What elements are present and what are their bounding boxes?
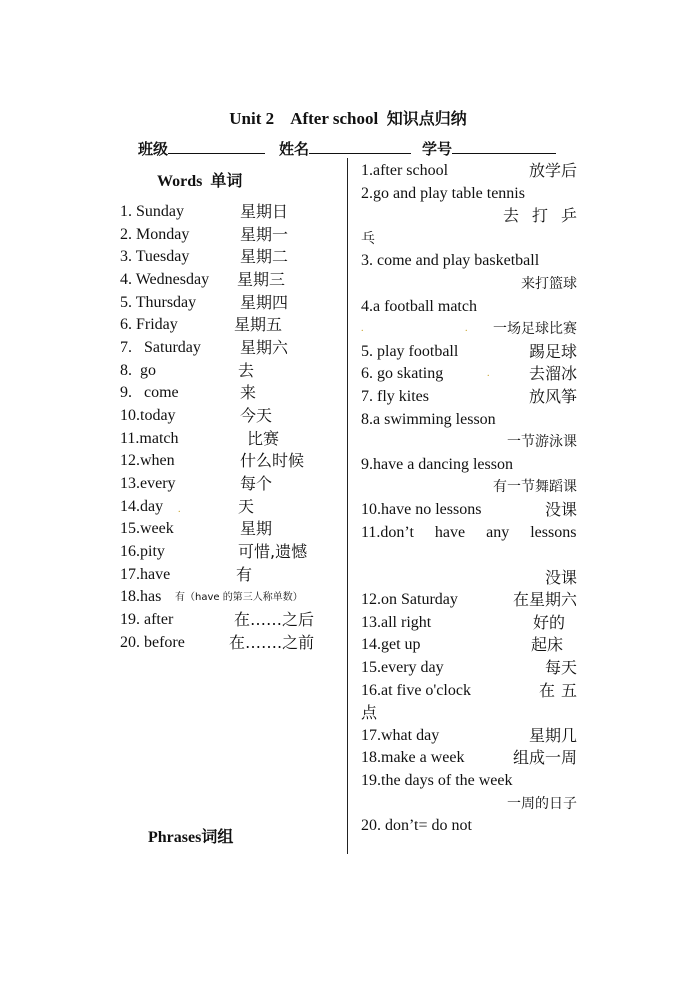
class-label: 班级 (138, 140, 169, 158)
phrase-item: 14.get up 起床 (361, 635, 563, 655)
phrase-item: 8.a swimming lesson (361, 410, 496, 428)
phrase-item: 3. come and play basketball (361, 252, 540, 270)
class-blank[interactable] (168, 139, 265, 154)
phrase-item-continued: 一周的日子 (507, 795, 577, 812)
phrase-item: 12.on Saturday 在星期六 (361, 590, 577, 610)
name-blank[interactable] (309, 139, 411, 154)
phrase-item: 9.have a dancing lesson (361, 455, 513, 473)
phrase-item: 2.go and play table tennis (361, 184, 525, 202)
class-field[interactable] (138, 138, 265, 159)
column-divider (347, 158, 348, 854)
phrase-item-continued: 没课 (544, 567, 577, 587)
student-id-field[interactable] (422, 138, 556, 159)
phrase-item: 7. fly kites 放风筝 (361, 386, 577, 406)
phrase-item: 5. play football 踢足球 (361, 341, 577, 361)
name-label: 姓名 (279, 140, 310, 158)
id-label: 学号 (422, 140, 453, 158)
phrase-item-continued: 点 (361, 703, 378, 723)
phrase-item: 18.make a week 组成一周 (361, 748, 577, 768)
phrases-list (361, 160, 590, 838)
name-field[interactable] (279, 138, 411, 159)
phrase-item-continued: 一节游泳课 (507, 434, 577, 451)
title-en: Unit 2 After school (229, 109, 379, 128)
phrase-item: 10.have no lessons 没课 (361, 499, 577, 519)
phrase-item: 16.at five o'clock 在五 (361, 680, 583, 700)
phrase-item-continued: 去打乒 (502, 206, 590, 226)
phrase-item-continued: 有一节舞蹈课 (493, 479, 577, 496)
phrases-heading: Phrases词组 (148, 827, 234, 846)
phrase-item: 15.every day 每天 (361, 658, 577, 678)
phrase-item-continued: . . 一场足球比赛 (361, 321, 577, 338)
phrase-item: 17.what day 星期几 (361, 725, 577, 745)
phrase-item: 11.don’t have any lessons (361, 523, 577, 541)
words-heading: Words 单词 (157, 171, 243, 190)
phrase-item: 13.all right 好的 (361, 612, 565, 632)
phrase-item-continued: 乓 (361, 230, 375, 247)
phrase-item: 20. don’t= do not (361, 817, 472, 835)
phrase-item: 6. go skating . 去溜冰 (361, 364, 577, 384)
id-blank[interactable] (452, 139, 556, 154)
title-cn: 知识点归纳 (386, 109, 467, 128)
phrase-item: 4.a football match (361, 297, 477, 315)
phrase-item-continued: 来打篮球 (521, 275, 577, 292)
phrase-item: 19.the days of the week (361, 772, 513, 790)
phrase-item: 1.after school 放学后 (361, 161, 577, 180)
page-title (0, 106, 696, 129)
phrase-item-blank-line (361, 544, 577, 567)
